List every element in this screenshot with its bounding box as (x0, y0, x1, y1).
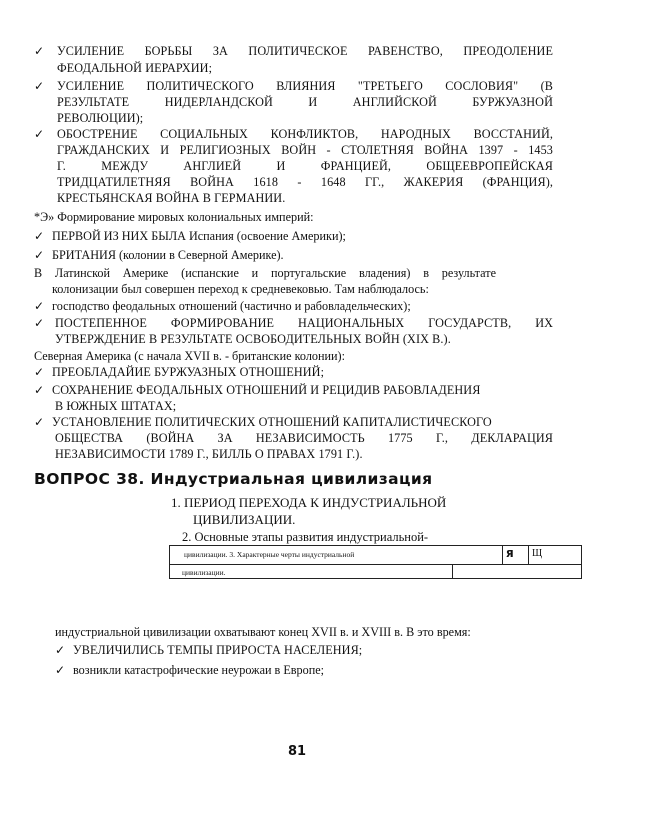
list-item: ПЕРВОЙ ИЗ НИХ БЫЛА Испания (освоение Америки); (52, 229, 346, 243)
checkmark-icon: ✓ (34, 44, 45, 58)
checkmark-icon: ✓ (34, 383, 45, 397)
checkmark-icon: ✓ (34, 299, 45, 313)
list-item: УСТАНОВЛЕНИЕ ПОЛИТИЧЕСКИХ ОТНОШЕНИЙ КАПИТАЛИСТИЧЕСКОГО (52, 415, 492, 429)
list-item: СОХРАНЕНИЕ ФЕОДАЛЬНЫХ ОТНОШЕНИЙ И РЕЦИДИВ РАБОВЛАДЕНИЯ (52, 383, 481, 397)
box-cell-text: цивилизации. 3. Характерные черты индустриальной (184, 550, 355, 559)
checkmark-icon: ✓ (55, 663, 66, 677)
list-item-cont: ГРАЖДАНСКИХ И РЕЛИГИОЗНЫХ ВОЙН - СТОЛЕТНЯЯ ВОЙНА 1397 - 1453 (57, 143, 553, 157)
list-item: господство феодальных отношений (частично и рабовладельческих); (52, 299, 411, 313)
list-item-cont: РЕВОЛЮЦИИ); (57, 111, 144, 125)
list-item-cont: УТВЕРЖДЕНИЕ В РЕЗУЛЬТАТЕ ОСВОБОДИТЕЛЬНЫХ ВОЙН (XIX В.). (55, 332, 451, 346)
box-cell-ya: я (506, 546, 514, 560)
checkmark-icon: ✓ (34, 127, 45, 141)
list-item-cont: КРЕСТЬЯНСКАЯ ВОЙНА В ГЕРМАНИИ. (57, 191, 286, 205)
box-divider (502, 546, 503, 564)
list-item: ОБОСТРЕНИЕ СОЦИАЛЬНЫХ КОНФЛИКТОВ, НАРОДНЫХ ВОССТАНИЙ, (57, 127, 553, 141)
box-divider (452, 564, 453, 578)
box-row2-text: цивилизации. (182, 568, 226, 577)
outline-point-1: 1. ПЕРИОД ПЕРЕХОДА К ИНДУСТРИАЛЬНОЙ (171, 495, 447, 510)
paragraph: индустриальной цивилизации охватывают конец XVII в. и XVIII в. В это время: (55, 625, 471, 639)
list-item: возникли катастрофические неурожаи в Европе; (73, 663, 325, 677)
list-item-cont: Г. МЕЖДУ АНГЛИЕЙ И ФРАНЦИЕЙ, ОБЩЕЕВРОПЕЙСКАЯ (57, 159, 553, 173)
checkmark-icon: ✓ (34, 415, 45, 429)
box-divider (528, 546, 529, 564)
checkmark-icon: ✓ (34, 316, 45, 330)
checkmark-icon: ✓ (34, 229, 45, 243)
list-item-cont: В ЮЖНЫХ ШТАТАХ; (55, 399, 177, 413)
paragraph-cont: колонизации был совершен переход к средневековью. Там наблюдалось: (52, 282, 429, 296)
list-item: ПОСТЕПЕННОЕ ФОРМИРОВАНИЕ НАЦИОНАЛЬНЫХ ГОСУДАРСТВ, ИХ (55, 316, 553, 330)
checkmark-icon: ✓ (55, 643, 66, 657)
text-box (169, 545, 582, 579)
list-item: ПРЕОБЛАДАЙИЕ БУРЖУАЗНЫХ ОТНОШЕНИЙ; (52, 365, 325, 379)
box-cell-sh: Щ (532, 548, 543, 559)
outline-point-1-cont: ЦИВИЛИЗАЦИИ. (193, 512, 296, 527)
list-item: УСИЛЕНИЕ ПОЛИТИЧЕСКОГО ВЛИЯНИЯ "ТРЕТЬЕГО СОСЛОВИЯ" (В (57, 79, 553, 93)
list-item-cont: НЕЗАВИСИМОСТИ 1789 Г., БИЛЛЬ О ПРАВАХ 1791 Г.). (55, 447, 363, 461)
list-item-cont: ОБЩЕСТВА (ВОЙНА ЗА НЕЗАВИСИМОСТЬ 1775 Г., ДЕКЛАРАЦИЯ (55, 431, 553, 445)
paragraph: Северная Америка (с начала XVII в. - британские колонии): (34, 349, 346, 363)
list-item-cont: РЕЗУЛЬТАТЕ НИДЕРЛАНДСКОЙ И АНГЛИЙСКОЙ БУРЖУАЗНОЙ (57, 95, 553, 109)
question-title: ВОПРОС 38. Индустриальная цивилизация (34, 470, 433, 488)
list-item: БРИТАНИЯ (колонии в Северной Америке). (52, 248, 284, 262)
outline-point-2: 2. Основные этапы развития индустриальной- (182, 530, 429, 544)
checkmark-icon: ✓ (34, 79, 45, 93)
box-divider (170, 564, 581, 565)
checkmark-icon: ✓ (34, 248, 45, 262)
list-item-cont: ТРИДЦАТИЛЕТНЯЯ ВОЙНА 1618 - 1648 ГГ., ЖАКЕРИЯ (ФРАНЦИЯ), (57, 175, 553, 189)
checkmark-icon: ✓ (34, 365, 45, 379)
paragraph: В Латинской Америке (испанские и португальские владения) в результате (34, 266, 496, 280)
list-item-cont: ФЕОДАЛЬНОЙ ИЕРАРХИИ; (57, 61, 213, 75)
list-item: УСИЛЕНИЕ БОРЬБЫ ЗА ПОЛИТИЧЕСКОЕ РАВЕНСТВО, ПРЕОДОЛЕНИЕ (57, 44, 553, 58)
page-number: 81 (288, 744, 307, 759)
paragraph-intro: *Э» Формирование мировых колониальных империй: (34, 210, 314, 224)
list-item: УВЕЛИЧИЛИСЬ ТЕМПЫ ПРИРОСТА НАСЕЛЕНИЯ; (73, 643, 363, 657)
